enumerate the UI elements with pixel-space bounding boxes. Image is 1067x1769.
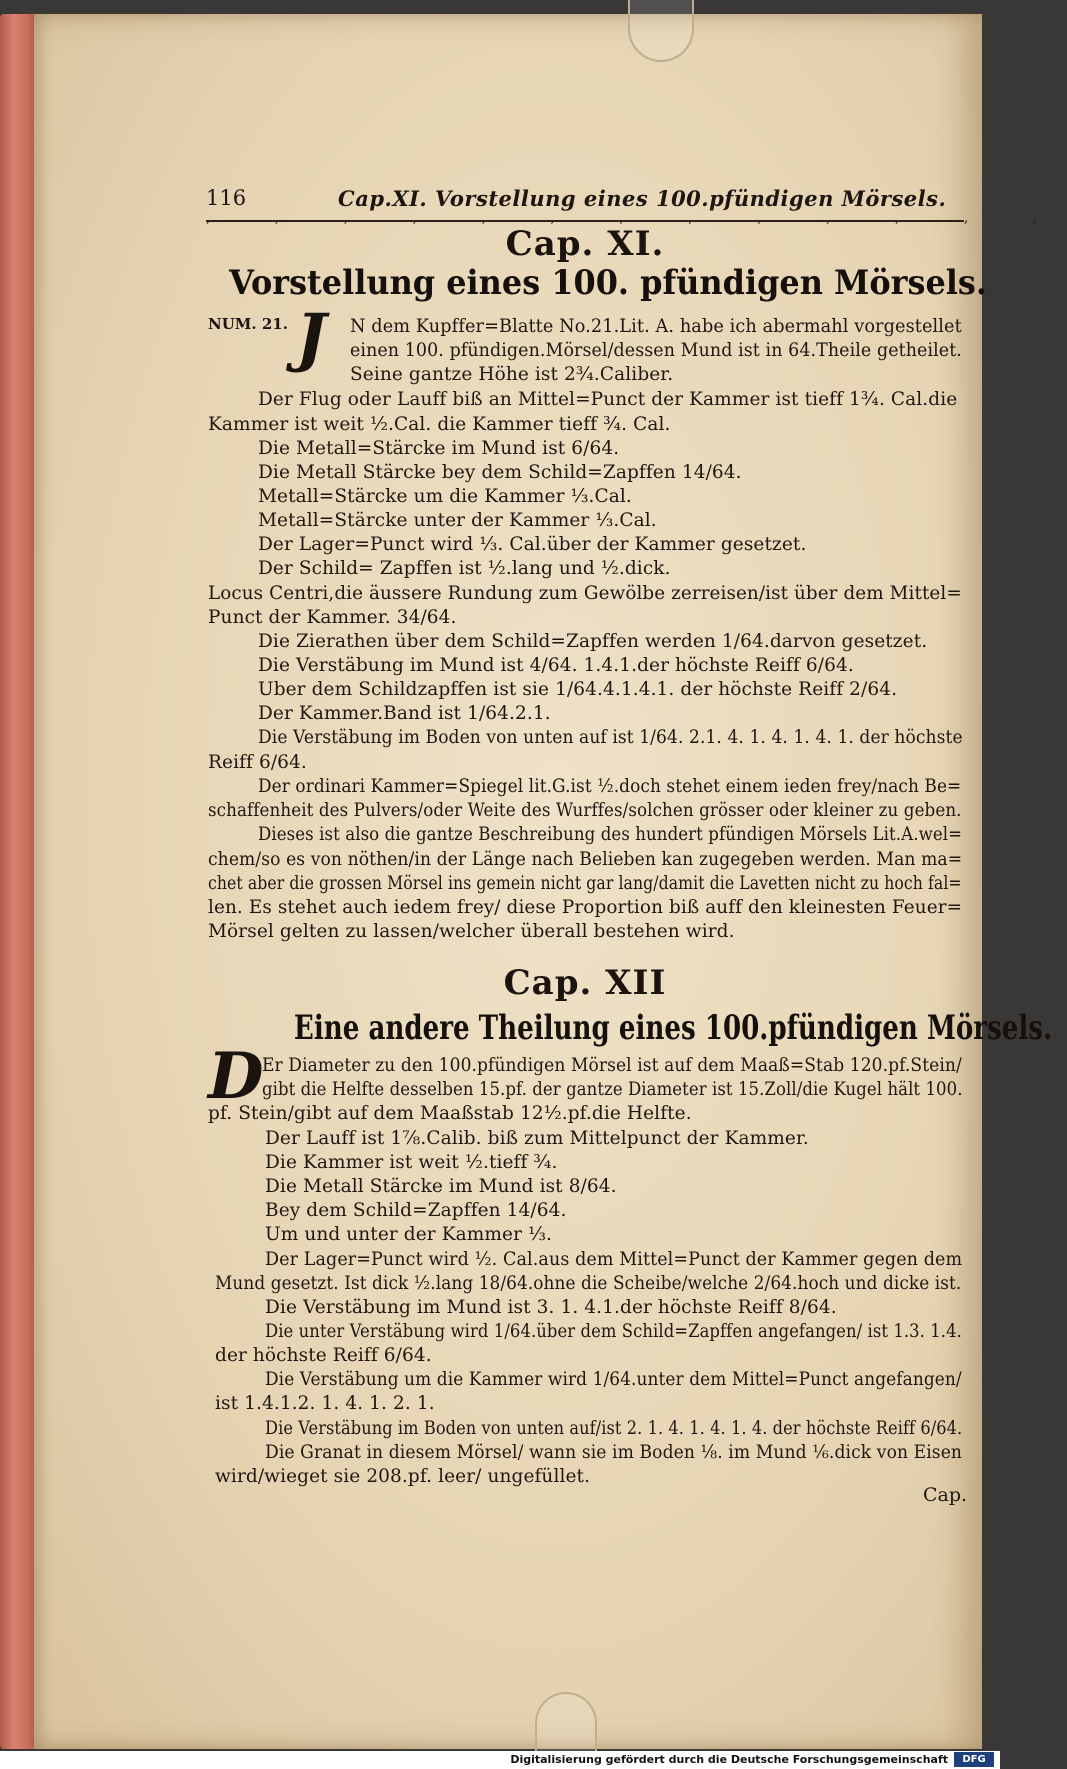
text-line: Um und unter der Kammer ⅓.: [265, 1224, 553, 1245]
text-line: Die Zierathen über dem Schild=Zapffen werden 1/64.darvon gesetzet.: [258, 631, 928, 652]
text-line: chem/so es von nöthen/in der Länge nach Belieben kan zugegeben werden. Man ma=: [208, 849, 963, 870]
text-line: Uber dem Schildzapffen ist sie 1/64.4.1.4.1. der höchste Reiff 2/64.: [258, 679, 898, 700]
text-line: chet aber die grossen Mörsel ins gemein nicht gar lang/damit die Lavetten nicht zu hoch fal=: [208, 873, 962, 894]
text-line: Die Metall Stärcke bey dem Schild=Zapffen 14/64.: [258, 462, 742, 483]
text-line: Die unter Verstäbung wird 1/64.über dem Schild=Zapffen angefangen/ ist 1.3. 1.4.: [265, 1321, 962, 1342]
text-line: N dem Kupffer=Blatte No.21.Lit. A. habe ich abermahl vorgestellet: [350, 316, 962, 337]
text-line: Kammer ist weit ½.Cal. die Kammer tieff ¾. Cal.: [208, 414, 671, 435]
text-line: Reiff 6/64.: [208, 752, 307, 773]
text-line: ist 1.4.1.2. 1. 4. 1. 2. 1.: [215, 1393, 435, 1414]
text-line: Der ordinari Kammer=Spiegel lit.G.ist ½.doch stehet einem ieden frey/nach Be=: [258, 776, 962, 797]
text-line: der höchste Reiff 6/64.: [215, 1345, 432, 1366]
text-line: Bey dem Schild=Zapffen 14/64.: [265, 1200, 567, 1221]
page-number: 116: [206, 186, 247, 210]
margin-number-label: NUM. 21.: [208, 315, 288, 333]
thumb-mark-bottom: [535, 1692, 597, 1752]
text-line: Die Verstäbung im Boden von unten auf/ist 2. 1. 4. 1. 4. 1. 4. der höchste Reiff 6/64.: [265, 1418, 963, 1439]
text-line: einen 100. pfündigen.Mörsel/dessen Mund ist in 64.Theile getheilet.: [350, 340, 962, 361]
drop-capital: D: [208, 1039, 264, 1114]
header-rule: [206, 220, 964, 222]
text-line: Punct der Kammer. 34/64.: [208, 607, 457, 628]
text-line: Metall=Stärcke unter der Kammer ⅓.Cal.: [258, 510, 657, 531]
text-line: Die Kammer ist weit ½.tieff ¾.: [265, 1152, 558, 1173]
text-line: Seine gantze Höhe ist 2¾.Caliber.: [350, 364, 674, 385]
text-line: Die Verstäbung um die Kammer wird 1/64.unter dem Mittel=Punct angefangen/: [265, 1369, 962, 1390]
chapter-11-heading: Vorstellung eines 100. pfündigen Mörsels.: [229, 263, 988, 303]
text-line: Der Kammer.Band ist 1/64.2.1.: [258, 703, 551, 724]
running-title: Cap.XI. Vorstellung eines 100.pfündigen Mörsels.: [338, 186, 947, 211]
text-line: len. Es stehet auch iedem frey/ diese Proportion biß auff den kleinesten Feuer=: [208, 897, 963, 918]
chapter-12-heading: Eine andere Theilung eines 100.pfündigen Mörsels.: [293, 1008, 1053, 1048]
catchword: Cap.: [923, 1484, 968, 1506]
text-line: Die Verstäbung im Mund ist 3. 1. 4.1.der höchste Reiff 8/64.: [265, 1297, 837, 1318]
dfg-logo: DFG: [954, 1752, 994, 1767]
drop-capital: J: [296, 300, 327, 375]
text-line: Der Lager=Punct wird ⅓. Cal.über der Kammer gesetzet.: [258, 534, 807, 555]
text-line: Mörsel gelten zu lassen/welcher überall bestehen wird.: [208, 921, 735, 942]
chapter-11-number: Cap. XI.: [505, 224, 665, 264]
text-line: Dieses ist also die gantze Beschreibung des hundert pfündigen Mörsels Lit.A.wel=: [258, 824, 963, 845]
text-line: Der Lauff ist 1⅞.Calib. biß zum Mittelpunct der Kammer.: [265, 1128, 809, 1149]
text-line: gibt die Helfte desselben 15.pf. der gantze Diameter ist 15.Zoll/die Kugel hält 100.: [262, 1079, 963, 1100]
text-line: Der Schild= Zapffen ist ½.lang und ½.dick.: [258, 558, 671, 579]
text-line: Der Flug oder Lauff biß an Mittel=Punct der Kammer ist tieff 1¾. Cal.die: [258, 389, 958, 410]
text-line: Der Lager=Punct wird ½. Cal.aus dem Mittel=Punct der Kammer gegen dem: [265, 1249, 963, 1270]
digitization-credit: Digitalisierung gefördert durch die Deutsche Forschungsgemeinschaft: [510, 1753, 948, 1766]
ornament-dots: , , , , , , , , , , , , ,: [206, 210, 1067, 226]
text-line: Locus Centri,die äussere Rundung zum Gewölbe zerreisen/ist über dem Mittel=: [208, 583, 962, 604]
text-line: pf. Stein/gibt auf dem Maaßstab 12½.pf.die Helfte.: [208, 1103, 692, 1124]
text-line: schaffenheit des Pulvers/oder Weite des Wurffes/solchen grösser oder kleiner zu geben.: [208, 800, 962, 821]
text-line: Die Granat in diesem Mörsel/ wann sie im Boden ⅛. im Mund ⅙.dick von Eisen: [265, 1442, 963, 1463]
text-line: Die Metall Stärcke im Mund ist 8/64.: [265, 1176, 617, 1197]
text-line: Die Verstäbung im Mund ist 4/64. 1.4.1.der höchste Reiff 6/64.: [258, 655, 854, 676]
text-line: Die Verstäbung im Boden von unten auf ist 1/64. 2.1. 4. 1. 4. 1. 4. 1. der höchste: [258, 727, 963, 748]
chapter-12-number: Cap. XII: [503, 963, 667, 1003]
text-line: wird/wieget sie 208.pf. leer/ ungefüllet.: [215, 1466, 591, 1487]
text-line: Metall=Stärcke um die Kammer ⅓.Cal.: [258, 486, 632, 507]
text-line: Er Diameter zu den 100.pfündigen Mörsel ist auf dem Maaß=Stab 120.pf.Stein/: [262, 1055, 962, 1076]
text-line: Mund gesetzt. Ist dick ½.lang 18/64.ohne die Scheibe/welche 2/64.hoch und dicke ist.: [215, 1273, 962, 1294]
text-line: Die Metall=Stärcke im Mund ist 6/64.: [258, 438, 620, 459]
